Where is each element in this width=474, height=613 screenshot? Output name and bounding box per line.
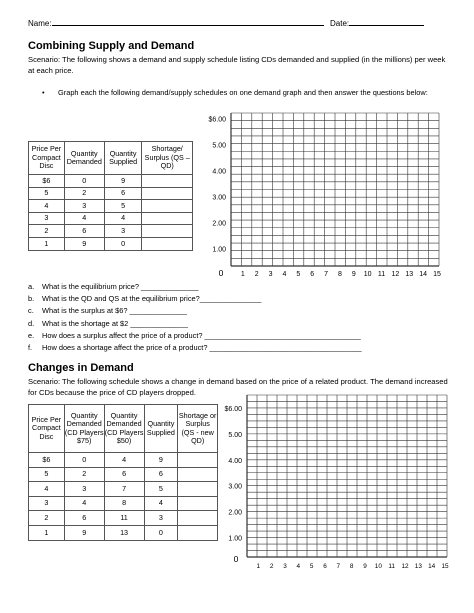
table2-header-cell: Shortage or Surplus (QS - new QD) [178,405,218,453]
table1-cell: 5 [29,187,65,200]
question-list [28,281,362,354]
x-axis-tick-label: 2 [269,563,274,570]
table2-cell: 5 [29,467,65,482]
question-item[interactable] [28,318,362,330]
section2-title: Changes in Demand [28,362,134,374]
table1-cell: 0 [104,237,142,250]
x-axis-tick-label: 3 [283,563,287,570]
x-axis-tick-label: 4 [282,271,287,278]
x-axis-tick-label: 12 [401,563,409,570]
question-letter: d. [28,318,35,328]
table1-cell: 9 [64,237,104,250]
question-text: What is the equilibrium price? ______________ [42,282,199,291]
table1-cell: 4 [104,212,142,225]
question-text: What is the shortage at $2 ______________ [42,318,188,328]
table1-header-cell: Shortage/ Surplus (QS – QD) [142,142,193,175]
table1-cell: 0 [64,175,104,188]
table2-cell: 4 [29,482,65,497]
table2-cell: 7 [104,482,144,497]
table1-cell: 4 [29,200,65,213]
table1-header-cell: Quantity Demanded [64,142,104,175]
y-axis-tick-label: 4.00 [212,168,226,176]
table2-row [29,467,218,482]
table2-cell: 3 [29,496,65,511]
table1-answer-cell[interactable] [142,175,193,188]
table1-header-cell: Price Per Compact Disc [29,142,65,175]
question-item[interactable] [28,293,362,305]
demand-change-table [28,404,218,541]
table2-row [29,453,218,468]
table2-cell: 6 [64,511,104,526]
table1-row [29,200,193,213]
table2-row [29,525,218,540]
graph2-grid[interactable] [220,392,450,572]
name-label: Name: [28,19,52,28]
x-axis-tick-label: 9 [363,563,367,570]
x-axis-tick-label: 2 [254,271,259,278]
y-axis-tick-label: 2.00 [228,509,242,517]
question-letter: e. [28,330,35,340]
x-axis-tick-label: 15 [433,271,441,278]
table2-cell: 1 [29,525,65,540]
y-axis-tick-label: 1.00 [228,535,242,543]
table2-cell: 2 [64,467,104,482]
section1-scenario: Scenario: The following shows a demand and supply schedule listing CDs demanded and supplied (in the millions) per week at each price. [28,55,446,75]
y-axis-tick-label: 1.00 [212,246,226,254]
table2-cell: 11 [104,511,144,526]
y-axis-tick-label: 3.00 [228,483,242,491]
table2-cell: 2 [29,511,65,526]
y-axis-tick-label: 3.00 [212,194,226,202]
table2-cell: 0 [64,453,104,468]
table1-cell: 9 [104,175,142,188]
question-letter: c. [28,306,34,316]
x-axis-tick-label: 10 [363,271,372,278]
table2-cell: 4 [64,496,104,511]
table2-header-cell: Price Per Compact Disc [29,405,65,453]
x-axis-tick-label: 6 [310,271,315,278]
name-line [52,18,324,26]
y-axis-tick-label: 5.00 [228,431,242,439]
table1-cell: 4 [64,212,104,225]
question-letter: b. [28,294,35,304]
y-axis-tick-label: 2.00 [212,220,226,228]
bullet-icon: • [42,88,45,97]
x-axis-tick-label: 9 [351,271,356,278]
y-axis-tick-label: 5.00 [212,142,226,150]
table2-cell: 4 [104,453,144,468]
table2-cell: 0 [144,525,178,540]
question-text: What is the surplus at $6? ______________ [42,306,188,316]
table2-header-cell: Quantity Demanded (CD Players $75) [64,405,104,453]
question-item[interactable] [28,330,362,342]
table2-answer-cell[interactable] [178,525,218,540]
question-text: How does a surplus affect the price of a product? ______________________________________ [42,330,361,340]
table2-cell: 6 [144,467,178,482]
table1-answer-cell[interactable] [142,225,193,238]
origin-label: 0 [233,554,239,564]
table2-header-cell: Quantity Demanded (CD Players $50) [104,405,144,453]
x-axis-tick-label: 14 [419,271,428,278]
graph1-grid[interactable] [201,103,441,278]
table2-cell: 6 [104,467,144,482]
table1-row [29,212,193,225]
table2-cell: 8 [104,496,144,511]
y-axis-tick-label: $6.00 [208,116,226,124]
table1-row [29,175,193,188]
x-axis-tick-label: 6 [323,563,327,570]
origin-label: 0 [218,268,224,278]
x-axis-tick-label: 13 [414,563,422,570]
table1-cell: 6 [104,187,142,200]
y-axis-tick-label: 4.00 [228,457,242,465]
table1-cell: 2 [64,187,104,200]
table2-row [29,511,218,526]
table2-answer-cell[interactable] [178,453,218,468]
x-axis-tick-label: 7 [324,271,329,278]
date-line [349,18,424,26]
x-axis-tick-label: 13 [405,271,414,278]
table1-cell: 3 [29,212,65,225]
section1-instruction: • Graph each the following demand/supply schedules on one demand graph and then answer the questions below: [42,88,428,97]
supply-demand-table [28,141,193,251]
x-axis-tick-label: 11 [388,563,395,570]
table2-header-cell: Quantity Supplied [144,405,178,453]
question-item[interactable] [28,305,362,317]
table1-answer-cell[interactable] [142,212,193,225]
date-field[interactable] [330,18,424,28]
table2-cell: 4 [144,496,178,511]
table1-row [29,187,193,200]
question-text: How does a shortage affect the price of a product? _____________________________________ [42,343,362,353]
table2-row [29,496,218,511]
table1-answer-cell[interactable] [142,187,193,200]
table1-answer-cell[interactable] [142,237,193,250]
x-axis-tick-label: 8 [337,271,342,278]
x-axis-tick-label: 15 [441,563,449,570]
x-axis-tick-label: 1 [256,563,261,570]
x-axis-tick-label: 12 [391,271,400,278]
table2-answer-cell[interactable] [178,511,218,526]
table2-row [29,482,218,497]
name-field[interactable] [28,18,324,28]
x-axis-tick-label: 10 [374,563,382,570]
table1-cell: 5 [104,200,142,213]
table1-cell: 6 [64,225,104,238]
table2-answer-cell[interactable] [178,496,218,511]
x-axis-tick-label: 4 [296,563,301,570]
question-text: What is the QD and QS at the equilibrium price?_______________ [42,294,262,304]
question-item[interactable] [28,342,362,354]
table1-cell: 1 [29,237,65,250]
table2-answer-cell[interactable] [178,482,218,497]
x-axis-tick-label: 11 [377,271,386,278]
y-axis-tick-label: $6.00 [224,405,242,413]
section2-scenario: Scenario: The following schedule shows a change in demand based on the price of a related product. The demand increased for CDs because the price of CD players dropped. [28,377,448,397]
table1-answer-cell[interactable] [142,200,193,213]
x-axis-tick-label: 5 [309,563,314,570]
table2-cell: 9 [144,453,178,468]
section1-title: Combining Supply and Demand [28,40,195,52]
table1-row [29,225,193,238]
table1-cell: $6 [29,175,65,188]
table2-answer-cell[interactable] [178,467,218,482]
table2-cell: 5 [144,482,178,497]
x-axis-tick-label: 5 [296,271,301,278]
x-axis-tick-label: 3 [268,271,273,278]
x-axis-tick-label: 8 [349,563,354,570]
table1-cell: 3 [64,200,104,213]
table2-cell: 13 [104,525,144,540]
table1-row [29,237,193,250]
x-axis-tick-label: 7 [336,563,341,570]
table1-header-cell: Quantity Supplied [104,142,142,175]
question-letter: f. [28,343,33,353]
x-axis-tick-label: 1 [240,271,245,278]
date-label: Date: [330,19,350,28]
table2-cell: 3 [64,482,104,497]
table1-cell: 2 [29,225,65,238]
question-item[interactable] [28,281,362,293]
table1-cell: 3 [104,225,142,238]
table2-cell: 9 [64,525,104,540]
x-axis-tick-label: 14 [428,563,436,570]
table2-cell: 3 [144,511,178,526]
question-letter: a. [28,282,35,291]
table2-cell: $6 [29,453,65,468]
